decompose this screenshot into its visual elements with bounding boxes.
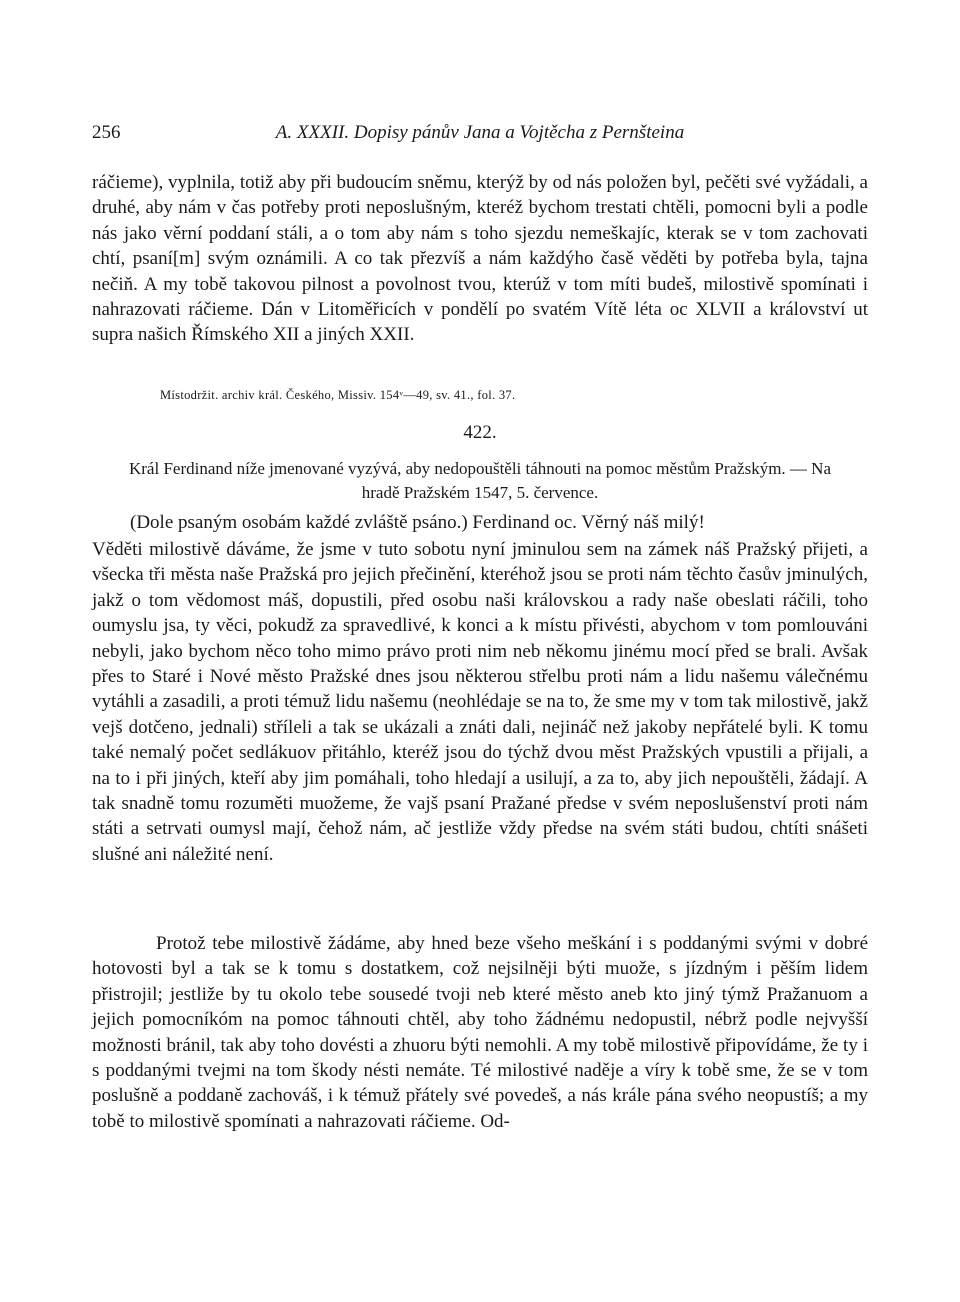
body-text: Protož tebe milostivě žádáme, aby hned beze všeho meškání i s poddanými svými v dobré hotovosti byl a tak se k tomu s dostatkem, což nejsilněji býti muože, s jízdným i pěším lidem přistrojil; jestliže by tu okolo tebe sousedé tvoji neb které město aneb kto jiný týmž Pražanuom a jejich pomocníkóm na pomoc táhnouti chtěl, aby toho žádnému nedopustil, nébrž podle nejvyšší možnosti bránil, tak aby toho dovésti a zhuoru býti nemohli. A my tobě milostivě připovídáme, že ty i s poddanými tvejmi na tom škody nésti nemáte. Té milostivé naděje a víry k tobě sme, že se v tom poslušně a poddaně zachováš, i k témuž přátely své povedeš, a nás krále pána svého neopustíš; a my tobě to milostivě spomínati a nahrazovati ráčieme. Od- <box>92 933 868 1132</box>
previous-document-ending <box>92 170 868 348</box>
running-header <box>92 122 868 148</box>
running-title: A. XXXII. Dopisy pánův Jana a Vojtěcha z Pernšteina <box>275 122 685 143</box>
previous-document-text: ráčieme), vyplnila, totiž aby při budoucím sněmu, kterýž by od nás položen byl, pečěti své vyžádali, a druhé, aby nám v čas potřeby proti neposlušným, kteréž bychom trestati chtěli, pomocni byli a podle nás jako věrní poddaní stáli, a o tom aby nám s toho sjezdu nemeškajíc, kterak se v tom zachovati chtí, psaní[m] svým oznámili. A co tak přezvíš a nám každýho časě věděti by potřeba byla, tajna nečiň. A my tobě takovou pilnost a povolnost tvou, kterúž v tom míti budeš, milostivě spomínati i nahrazovati ráčieme. Dán v Litoměřicích v pondělí po svatém Vítě léta oc XLVII a království ut supra našich Římského XII a jiných XXII. <box>92 172 868 346</box>
archival-source-note: Místodržit. archiv král. Českého, Missiv. 154ᵛ—49, sv. 41., fol. 37. <box>160 388 516 402</box>
document-body-paragraph-2 <box>92 931 868 1134</box>
document-number: 422. <box>463 422 497 443</box>
document-salutation: (Dole psaným osobám každé zvláště psáno.) Ferdinand oc. Věrný náš milý! <box>130 512 705 533</box>
document-body-paragraph-1 <box>92 537 868 867</box>
document-heading: Král Ferdinand níže jmenované vyzývá, aby nedopouštěli táhnouti na pomoc městům Pražským. — Na hradě Pražském 1547, 5. července. <box>128 459 832 502</box>
body-text: Věděti milostivě dáváme, že jsme v tuto sobotu nyní jminulou sem na zámek náš Pražský přijeti, a všecka tři města naše Pražská pro jejich přečinění, kteréhož jsou se proti nám těchto časův jminulých, jakž o tom vědomost máš, dopustili, před osobu naši královskou a rady naše obeslati ráčili, toho oumyslu jsa, ty věci, pokudž za spravedlivé, k konci a k místu přivésti, abychom v tom pomlouváni nebyli, jako bychom něco toho mimo právo proti nim neb někomu jinému mocí před se brali. Avšak přes to Staré i Nové město Pražské dnes jsou některou střelbu proti nám a lidu našemu válečnému vytáhli a zasadili, a proti témuž lidu našemu (neohlédaje se na to, že sme my v tom tak milostivě, jakž vejš dotčeno, jednali) stříleli a tak se ukázali a znáti dali, nejináč než jakoby nepřátelé byli. K tomu také nemalý počet sedlákuov přitáhlo, kteréž jsou do týchž dvou měst Pražských vpustili a přijali, a na to i při jiných, kteří aby jim pomáhali, toho hledají a usilují, a za to, aby jich nepouštěli, žádají. A tak snadně tomu rozuměti muožeme, že vajš psaní Pražané předse v svém neposlušenství proti nám státi a setrvati oumysl mají, čehož nám, ač jestliže vždy předse na svém státi budou, chtíti snášeti slušné ani náležité není. <box>92 539 868 865</box>
page-number: 256 <box>92 122 121 143</box>
